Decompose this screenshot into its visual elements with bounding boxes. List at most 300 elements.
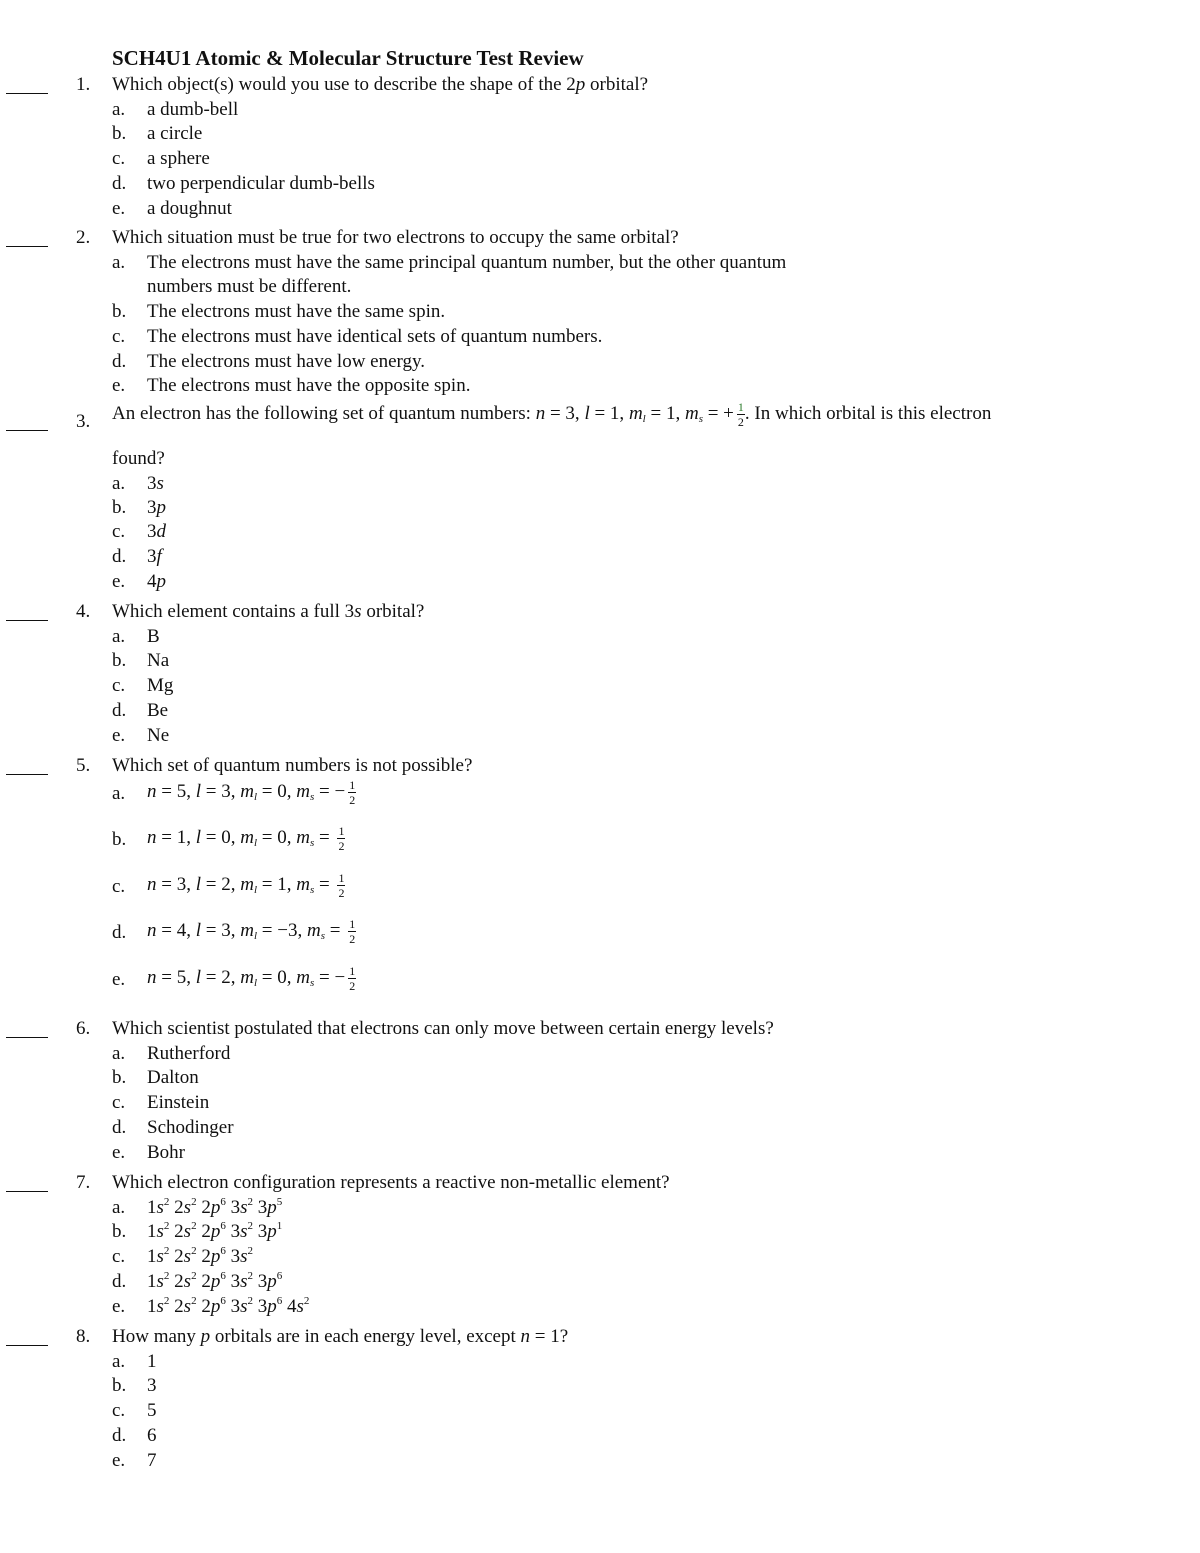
option-text: a doughnut <box>147 197 232 219</box>
option-e[interactable] <box>147 1296 309 1318</box>
option-letter: d. <box>112 1116 127 1138</box>
question-text <box>112 74 648 96</box>
option-text: Rutherford <box>147 1042 231 1064</box>
var-l: l <box>195 966 201 988</box>
value-ms-sign: = + <box>702 402 734 424</box>
electron-count: 2 <box>163 1245 170 1258</box>
subshell-letter: s <box>156 1221 164 1243</box>
option-e[interactable] <box>147 965 356 992</box>
question-text: Which situation must be true for two electrons to occupy the same orbital? <box>112 227 679 248</box>
subshell-letter: s <box>240 1270 248 1292</box>
option-text: a dumb-bell <box>147 98 239 120</box>
ms-fraction <box>348 918 356 945</box>
value-l: = 0, <box>201 826 241 848</box>
option-letter: c. <box>112 1400 126 1422</box>
question-number: 3. <box>76 411 91 432</box>
option-d[interactable] <box>147 700 168 722</box>
electron-count: 2 <box>191 1269 197 1282</box>
option-letter: c. <box>112 675 126 697</box>
option-text: Einstein <box>147 1092 210 1114</box>
option-letter: a. <box>112 473 126 494</box>
option-text: B <box>147 625 160 647</box>
electron-count: 5 <box>276 1195 283 1208</box>
option-letter: a. <box>112 1350 126 1372</box>
option-text: The electrons must have the opposite spin. <box>147 375 471 397</box>
shell-number: 2 <box>174 1270 184 1292</box>
var-l: l <box>195 873 201 895</box>
electron-count: 6 <box>220 1245 226 1258</box>
page-title: SCH4U1 Atomic & Molecular Structure Test Review <box>112 46 584 70</box>
shell-number: 3 <box>230 1295 241 1317</box>
fraction-numerator: 1 <box>349 778 356 792</box>
question-text-part: How many <box>112 1326 201 1347</box>
orbital-letter: f <box>156 546 162 567</box>
subscript-s: s <box>309 883 315 896</box>
answer-blank[interactable] <box>6 774 48 775</box>
shell-number: 1 <box>147 1295 157 1317</box>
option-d[interactable] <box>147 1117 234 1139</box>
option-a[interactable] <box>147 779 356 806</box>
electron-count: 6 <box>220 1220 226 1233</box>
option-letter: c. <box>112 521 126 542</box>
shell-number: 3 <box>230 1196 241 1218</box>
electron-count: 2 <box>191 1245 197 1258</box>
option-letter: d. <box>112 546 127 567</box>
subshell-letter: s <box>183 1196 192 1218</box>
shell-number: 2 <box>174 1246 184 1268</box>
option-letter: b. <box>112 497 127 518</box>
option-d[interactable] <box>147 173 375 195</box>
shell-number: 1 <box>147 1270 157 1292</box>
subshell-letter: p <box>267 1270 277 1292</box>
var-n: n <box>147 826 157 848</box>
option-letter: a. <box>112 98 126 120</box>
value-n: = 1, <box>156 826 196 848</box>
value-ml: = 0, <box>257 826 297 848</box>
answer-blank[interactable] <box>6 93 48 94</box>
value-n: = 5, <box>156 966 196 988</box>
electron-count: 2 <box>163 1220 170 1233</box>
shell-number: 1 <box>147 1221 157 1243</box>
fraction-numerator: 1 <box>338 824 345 838</box>
option-text: 1 <box>147 1350 157 1372</box>
orbital-letter: p <box>156 497 166 518</box>
fraction-denominator: 2 <box>737 415 744 429</box>
var-m: m <box>240 966 254 988</box>
subshell-letter: p <box>210 1295 221 1317</box>
value-l: = 2, <box>201 873 241 895</box>
subscript-l: l <box>253 976 258 989</box>
subshell-letter: p <box>210 1221 221 1243</box>
option-text: Ne <box>147 724 170 746</box>
ms-fraction <box>337 825 345 852</box>
option-letter: b. <box>112 1221 127 1243</box>
option-b[interactable] <box>147 1067 199 1089</box>
question-var: p <box>200 1326 211 1347</box>
var-l: l <box>195 919 201 941</box>
subshell-letter: s <box>296 1295 304 1317</box>
option-b[interactable] <box>147 497 166 519</box>
option-b[interactable] <box>147 301 445 323</box>
shell-number: 4 <box>286 1295 297 1317</box>
var-l: l <box>195 826 201 848</box>
question-number: 7. <box>76 1172 91 1193</box>
orbital-number: 3 <box>147 546 157 567</box>
fraction-numerator: 1 <box>737 400 744 414</box>
electron-count: 6 <box>220 1269 226 1282</box>
var-m: m <box>240 780 254 802</box>
question-number: 5. <box>76 755 91 776</box>
value-l: = 3, <box>201 780 241 802</box>
option-text: The electrons must have the same spin. <box>147 301 446 322</box>
subshell-letter: s <box>240 1196 248 1218</box>
question-text-part: Which object(s) would you use to describe the shape of the 2 <box>112 74 576 95</box>
subshell-letter: s <box>183 1295 192 1317</box>
option-a[interactable] <box>147 626 160 648</box>
electron-count: 2 <box>247 1245 253 1258</box>
answer-blank[interactable] <box>6 1191 48 1192</box>
option-c[interactable] <box>147 326 602 348</box>
answer-blank[interactable] <box>6 246 48 247</box>
value-ms-sign: = − <box>314 966 346 988</box>
option-letter: e. <box>112 1295 126 1317</box>
var-m: m <box>240 919 254 941</box>
question-text: Which electron configuration represents a reactive non-metallic element? <box>112 1172 670 1193</box>
value-ml: = 0, <box>257 780 297 802</box>
option-text: 3 <box>147 1375 157 1397</box>
electron-count: 2 <box>247 1195 253 1208</box>
option-letter: b. <box>112 123 127 145</box>
shell-number: 3 <box>257 1270 268 1292</box>
ms-fraction <box>737 401 745 428</box>
subshell-letter: s <box>156 1295 164 1317</box>
var-m: m <box>684 402 699 424</box>
fraction-denominator: 2 <box>338 839 345 853</box>
electron-count: 2 <box>247 1269 253 1282</box>
shell-number: 2 <box>201 1221 211 1243</box>
shell-number: 3 <box>257 1196 268 1218</box>
value-n: = 4, <box>156 919 196 941</box>
question-number: 6. <box>76 1018 91 1039</box>
fraction-denominator: 2 <box>349 793 356 807</box>
var-m: m <box>296 780 310 802</box>
subscript-l: l <box>253 836 258 849</box>
value-ml: = −3, <box>257 919 307 941</box>
answer-blank[interactable] <box>6 620 48 621</box>
question-text-part: Which element contains a full 3 <box>112 601 355 622</box>
answer-blank[interactable] <box>6 1345 48 1346</box>
subshell-letter: s <box>240 1295 248 1317</box>
orbital-letter: d <box>156 521 166 542</box>
option-e[interactable] <box>147 198 232 220</box>
value-n: = 5, <box>156 780 196 802</box>
ms-fraction <box>337 872 345 899</box>
var-n: n <box>535 402 546 424</box>
electron-count: 2 <box>163 1195 170 1208</box>
subshell-letter: p <box>210 1246 221 1268</box>
shell-number: 3 <box>230 1221 241 1243</box>
question-text-part: = 1? <box>530 1326 569 1347</box>
value-n: = 3, <box>156 873 196 895</box>
electron-count: 2 <box>303 1294 310 1307</box>
option-c[interactable] <box>147 1246 253 1268</box>
option-letter: a. <box>112 1042 126 1064</box>
fraction-denominator: 2 <box>338 886 345 900</box>
option-text: a circle <box>147 123 203 145</box>
shell-number: 3 <box>257 1221 268 1243</box>
option-text: Bohr <box>147 1141 185 1163</box>
option-e[interactable] <box>147 725 169 747</box>
option-b[interactable] <box>147 825 345 852</box>
option-b[interactable] <box>147 123 202 145</box>
subscript-s: s <box>320 929 325 942</box>
var-n: n <box>147 780 157 802</box>
value-n: = 3, <box>545 402 585 424</box>
value-l: = 1, <box>589 402 629 424</box>
subshell-letter: p <box>210 1196 221 1218</box>
shell-number: 2 <box>174 1221 184 1243</box>
subshell-letter: s <box>183 1246 192 1268</box>
option-letter: c. <box>112 876 126 897</box>
option-letter: d. <box>112 1270 127 1292</box>
electron-count: 2 <box>247 1220 253 1233</box>
subshell-letter: p <box>267 1196 277 1218</box>
electron-count: 2 <box>191 1220 197 1233</box>
option-text: two perpendicular dumb-bells <box>147 172 375 194</box>
electron-count: 6 <box>220 1294 226 1307</box>
var-n: n <box>147 873 157 895</box>
option-b[interactable] <box>147 1375 157 1397</box>
option-letter: b. <box>112 829 127 850</box>
option-c[interactable] <box>147 675 173 697</box>
orbital-letter: p <box>156 571 166 592</box>
option-c[interactable] <box>147 148 210 170</box>
option-text: Na <box>147 650 170 672</box>
subshell-letter: s <box>240 1246 248 1268</box>
option-d[interactable] <box>147 1425 157 1447</box>
question-text-part: . In which orbital is this electron <box>744 402 992 424</box>
option-c[interactable] <box>147 872 345 899</box>
option-c[interactable] <box>147 1400 157 1422</box>
option-letter: e. <box>112 1141 126 1163</box>
var-m: m <box>628 402 643 424</box>
option-c[interactable] <box>147 1092 209 1114</box>
subscript-l: l <box>253 790 258 803</box>
option-letter: d. <box>112 1424 127 1446</box>
shell-number: 2 <box>201 1295 211 1317</box>
electron-count: 2 <box>191 1195 197 1208</box>
orbital-number: 3 <box>147 497 157 518</box>
option-text: 6 <box>147 1424 157 1446</box>
option-letter: c. <box>112 148 126 170</box>
question-text-part: An electron has the following set of quantum numbers: <box>112 402 536 424</box>
option-text: 5 <box>147 1400 157 1422</box>
option-letter: e. <box>112 571 126 592</box>
var-m: m <box>240 873 254 895</box>
var-m: m <box>240 826 254 848</box>
subshell-letter: p <box>267 1221 277 1243</box>
question-var: n <box>520 1326 531 1347</box>
option-b[interactable] <box>147 1221 282 1243</box>
option-d[interactable] <box>147 918 356 945</box>
option-a[interactable] <box>147 473 164 495</box>
option-letter: e. <box>112 375 126 397</box>
question-number: 1. <box>76 74 91 95</box>
subshell-letter: p <box>267 1295 277 1317</box>
option-a[interactable] <box>147 1351 157 1373</box>
question-text-part: orbital? <box>361 601 425 622</box>
fraction-numerator: 1 <box>349 964 356 978</box>
question-text: Which scientist postulated that electrons can only move between certain energy levels? <box>112 1018 774 1039</box>
option-letter: e. <box>112 1449 126 1471</box>
fraction-denominator: 2 <box>349 932 356 946</box>
option-e[interactable] <box>147 375 470 397</box>
option-letter: c. <box>112 1092 126 1114</box>
subscript-s: s <box>309 976 315 989</box>
option-d[interactable] <box>147 1271 282 1293</box>
shell-number: 3 <box>257 1295 268 1317</box>
electron-count: 2 <box>163 1269 170 1282</box>
shell-number: 2 <box>174 1196 184 1218</box>
subscript-s: s <box>309 790 315 803</box>
shell-number: 2 <box>201 1270 211 1292</box>
shell-number: 2 <box>174 1295 184 1317</box>
option-letter: e. <box>112 724 126 746</box>
shell-number: 3 <box>230 1270 241 1292</box>
option-a[interactable] <box>147 1197 282 1219</box>
option-e[interactable] <box>147 571 166 593</box>
question-text-part: orbitals are in each energy level, except <box>210 1326 521 1347</box>
value-ms-sign: = <box>314 873 335 895</box>
option-e[interactable] <box>147 1142 185 1164</box>
option-a[interactable] <box>147 252 786 274</box>
question-text <box>112 601 424 623</box>
option-letter: b. <box>112 650 127 672</box>
shell-number: 2 <box>201 1196 211 1218</box>
question-text <box>112 401 991 428</box>
shell-number: 1 <box>147 1196 157 1218</box>
option-d[interactable] <box>147 546 162 568</box>
option-text: The electrons must have low energy. <box>147 350 426 372</box>
subshell-letter: p <box>210 1270 221 1292</box>
option-letter: a. <box>112 252 126 273</box>
subscript-s: s <box>309 836 315 849</box>
electron-count: 2 <box>191 1294 197 1307</box>
question-number: 2. <box>76 227 91 248</box>
subshell-letter: s <box>183 1221 192 1243</box>
shell-number: 2 <box>201 1246 211 1268</box>
value-ml: = 1, <box>645 402 685 424</box>
subscript-l: l <box>253 883 258 896</box>
var-m: m <box>296 873 310 895</box>
option-text: Mg <box>147 675 174 697</box>
option-letter: b. <box>112 1067 127 1089</box>
var-m: m <box>306 919 321 941</box>
electron-count: 2 <box>247 1294 253 1307</box>
option-text: The electrons must have the same principal quantum number, but the other quantum <box>147 252 787 273</box>
fraction-denominator: 2 <box>349 979 356 993</box>
option-c[interactable] <box>147 521 166 543</box>
ms-fraction <box>348 779 356 806</box>
var-m: m <box>296 966 310 988</box>
option-letter: a. <box>112 1196 126 1218</box>
option-e[interactable] <box>147 1450 157 1472</box>
var-l: l <box>195 780 201 802</box>
var-l: l <box>584 402 590 424</box>
value-ms-sign: = <box>314 826 335 848</box>
shell-number: 1 <box>147 1246 157 1268</box>
electron-count: 6 <box>276 1269 283 1282</box>
orbital-number: 3 <box>147 473 157 494</box>
subscript-l: l <box>642 412 646 425</box>
value-ml: = 1, <box>257 873 297 895</box>
option-text: Dalton <box>147 1067 199 1089</box>
option-letter: c. <box>112 325 126 347</box>
option-letter: b. <box>112 1375 127 1397</box>
question-var: p <box>575 74 586 95</box>
option-text-continued: numbers must be different. <box>147 276 352 297</box>
option-b[interactable] <box>147 650 169 672</box>
question-text-continued: found? <box>112 448 165 469</box>
option-letter: a. <box>112 625 126 647</box>
subscript-l: l <box>253 929 258 942</box>
option-text: Schodinger <box>147 1116 234 1138</box>
orbital-number: 3 <box>147 521 157 542</box>
subscript-s: s <box>698 412 703 425</box>
value-ms-sign: = − <box>314 780 346 802</box>
option-letter: b. <box>112 301 127 322</box>
value-ml: = 0, <box>257 966 297 988</box>
option-d[interactable] <box>147 351 425 373</box>
question-text-part: orbital? <box>585 74 649 95</box>
option-text: 7 <box>147 1449 157 1471</box>
option-a[interactable] <box>147 99 238 121</box>
fraction-numerator: 1 <box>349 917 356 931</box>
var-n: n <box>147 919 157 941</box>
ms-fraction <box>348 965 356 992</box>
option-text: The electrons must have identical sets of quantum numbers. <box>147 325 603 347</box>
value-l: = 2, <box>201 966 241 988</box>
question-var: s <box>354 601 362 622</box>
option-text: Be <box>147 699 169 721</box>
orbital-letter: s <box>156 473 164 494</box>
orbital-number: 4 <box>147 571 157 592</box>
option-a[interactable] <box>147 1043 230 1065</box>
value-ms-sign: = <box>324 919 346 941</box>
option-letter: e. <box>112 197 126 219</box>
fraction-numerator: 1 <box>338 871 345 885</box>
option-letter: d. <box>112 172 127 194</box>
subshell-letter: s <box>156 1196 164 1218</box>
var-n: n <box>147 966 157 988</box>
option-letter: a. <box>112 783 126 804</box>
question-number: 4. <box>76 601 91 622</box>
question-text: Which set of quantum numbers is not possible? <box>112 755 473 776</box>
electron-count: 2 <box>163 1294 170 1307</box>
var-m: m <box>296 826 310 848</box>
question-text <box>112 1326 568 1348</box>
option-letter: e. <box>112 969 126 990</box>
answer-blank[interactable] <box>6 1037 48 1038</box>
subshell-letter: s <box>156 1246 164 1268</box>
option-letter: d. <box>112 699 127 721</box>
subshell-letter: s <box>240 1221 248 1243</box>
subshell-letter: s <box>183 1270 192 1292</box>
electron-count: 6 <box>220 1195 226 1208</box>
electron-count: 1 <box>276 1220 283 1233</box>
value-l: = 3, <box>201 919 241 941</box>
answer-blank[interactable] <box>6 430 48 431</box>
